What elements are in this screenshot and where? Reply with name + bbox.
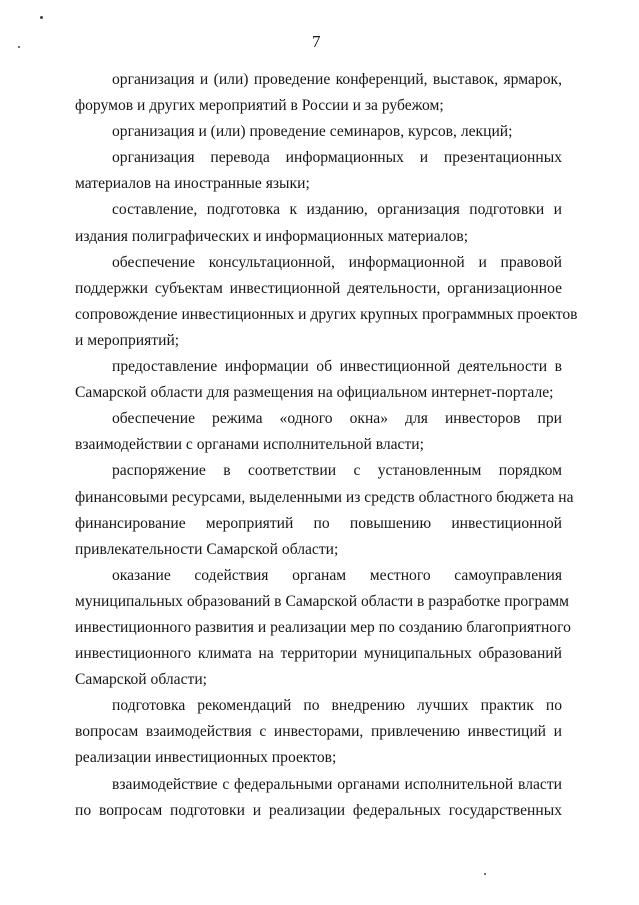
text-line: распоряжение в соответствии с установленным порядком — [112, 462, 562, 480]
text-line: издания полиграфических и информационных материалов; — [75, 227, 469, 245]
paragraph — [75, 250, 578, 354]
text-line: обеспечение консультационной, информационной и правовой — [112, 253, 562, 271]
scan-speck — [40, 16, 43, 19]
text-line: инвестиционного климата на территории муниципальных образований — [75, 645, 562, 663]
paragraph — [75, 67, 562, 119]
text-line: составление, подготовка к изданию, организация подготовки и — [112, 201, 562, 219]
text-line: вопросам взаимодействия с инвесторами, привлечению инвестиций и — [75, 723, 562, 741]
text-line: привлекательности Самарской области; — [75, 540, 339, 558]
text-line: организация и (или) проведение конференций, выставок, ярмарок, — [112, 71, 562, 88]
text-line: поддержки субъектам инвестиционной деятельности, организационное — [75, 279, 562, 297]
text-line: по вопросам подготовки и реализации федеральных государственных — [75, 801, 562, 819]
text-line: и мероприятий; — [75, 331, 180, 349]
text-line: взаимодействии с органами исполнительной власти; — [75, 436, 424, 454]
text-line: сопровождение инвестиционных и других крупных программных проектов — [75, 305, 578, 323]
paragraph — [75, 406, 562, 458]
paragraph — [75, 197, 562, 249]
text-line: Самарской области для размещения на официальном интернет-портале; — [75, 384, 554, 402]
text-line: Самарской области; — [75, 671, 208, 689]
text-line: организация и (или) проведение семинаров, курсов, лекций; — [112, 123, 513, 141]
text-line: форумов и других мероприятий в России и за рубежом; — [75, 97, 444, 115]
paragraph — [75, 563, 571, 693]
text-line: муниципальных образований в Самарской области в разработке программ — [75, 592, 570, 610]
paragraph — [75, 354, 562, 406]
text-line: обеспечение режима «одного окна» для инвесторов при — [112, 410, 562, 428]
scan-speck — [484, 873, 486, 875]
text-line: финансирование мероприятий по повышению инвестиционной — [75, 514, 562, 532]
text-line: реализации инвестиционных проектов; — [75, 749, 337, 767]
text-line: предоставление информации об инвестиционной деятельности в — [112, 358, 562, 376]
text-line: материалов на иностранные языки; — [75, 175, 310, 193]
text-line: взаимодействие с федеральными органами исполнительной власти — [112, 775, 562, 793]
paragraph — [75, 145, 562, 197]
paragraph — [75, 458, 574, 562]
text-line: инвестиционного развития и реализации мер по созданию благоприятного — [75, 618, 571, 636]
paragraph — [75, 693, 562, 771]
scan-speck — [18, 46, 20, 48]
text-line: оказание содействия органам местного самоуправления — [112, 566, 562, 584]
text-line: подготовка рекомендаций по внедрению лучших практик по — [112, 697, 562, 715]
page-number: 7 — [312, 32, 321, 51]
paragraph — [75, 119, 562, 145]
document-body — [75, 67, 578, 824]
text-line: финансовыми ресурсами, выделенными из средств областного бюджета на — [75, 488, 574, 506]
text-line: организация перевода информационных и презентационных — [112, 149, 562, 167]
paragraph — [75, 772, 562, 824]
